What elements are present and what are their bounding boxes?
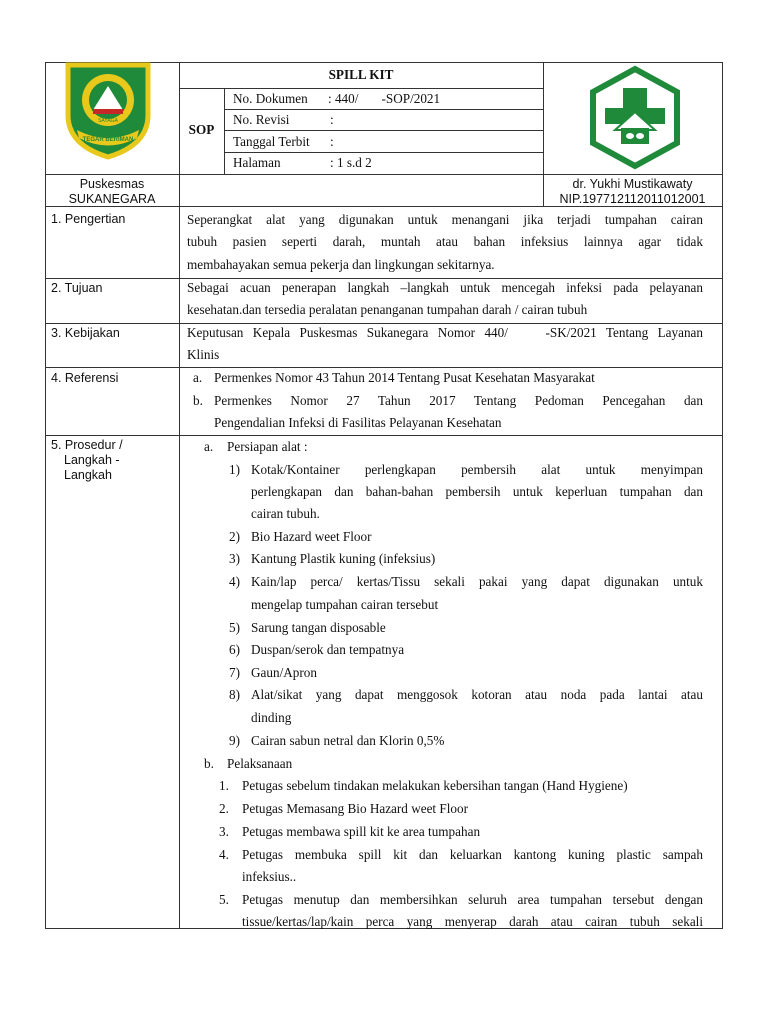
prosedur-label-line-2: Langkah -	[64, 453, 120, 467]
row-line-3	[45, 323, 723, 324]
pelaksanaan-item-2: Petugas Memasang Bio Hazard weet Floor	[242, 801, 468, 816]
title-bottom-line	[179, 88, 543, 89]
persiapan-item-4-line-2: mengelap tumpahan cairan tersebut	[251, 597, 439, 612]
pelaksanaan-marker: b.	[204, 756, 214, 771]
emblem-base	[93, 109, 123, 114]
puskesmas-name	[45, 177, 179, 207]
date-row-line	[224, 152, 543, 153]
referensi-item-b-line-1: Permenkes Nomor 27 Tahun 2017 Tentang Pedoman Pencegahan dan	[214, 393, 703, 408]
doc-no-label: No. Dokumen	[233, 91, 308, 106]
signer-name: dr. Yukhi Mustikawaty	[572, 177, 693, 191]
pelaksanaan-item-5-line-1: Petugas menutup dan membersihkan seluruh area tumpahan tersebut dengan	[242, 892, 703, 907]
pelaksanaan-marker-3: 3.	[219, 824, 229, 839]
pelaksanaan-item-4-line-2: infeksius..	[242, 869, 297, 884]
body-col-divider	[179, 206, 180, 929]
sop-divider	[224, 88, 225, 174]
page-value: : 1 s.d 2	[330, 155, 372, 170]
referensi-item-b-line-2: Pengendalian Infeksi di Fasilitas Pelayanan Kesehatan	[214, 415, 502, 430]
persiapan-item-2: Bio Hazard weet Floor	[251, 529, 372, 544]
pelaksanaan-item-4-line-1: Petugas membuka spill kit dan keluarkan kantong kuning plastic sampah	[242, 847, 703, 862]
persiapan-item-3: Kantung Plastik kuning (infeksius)	[251, 551, 436, 566]
doc-no-value: : 440/ -SOP/2021	[328, 91, 441, 106]
persiapan-item-7: Gaun/Apron	[251, 665, 317, 680]
emblem-motto: TEGAR BERIMAN	[82, 137, 134, 143]
pelaksanaan-item-5-line-2: tissue/kertas/lap/kain perca yang menyerap darah atau cairan tubuh sekali	[242, 914, 703, 929]
kebijakan-line-2: Klinis	[187, 347, 220, 362]
pelaksanaan-item-1: Petugas sebelum tindakan melakukan kebersihan tangan (Hand Hygiene)	[242, 778, 628, 793]
tujuan-line-1: Sebagai acuan penerapan langkah –langkah untuk mencegah infeksi pada pelayanan	[187, 280, 703, 295]
kebijakan-line-1: Keputusan Kepala Puskesmas Sukanegara Nomor 440/ -SK/2021 Tentang Layanan	[187, 325, 703, 340]
persiapan-title: Persiapan alat :	[227, 439, 308, 454]
doc-row-line	[224, 109, 543, 110]
tujuan-line-2: kesehatan.dan tersedia peralatan penanganan tumpahan darah / cairan tubuh	[187, 302, 588, 317]
pelaksanaan-title: Pelaksanaan	[227, 756, 293, 771]
signer-nip: NIP.197712112011012001	[559, 192, 706, 206]
puskesmas-line1: Puskesmas	[79, 177, 145, 191]
persiapan-marker-7: 7)	[229, 665, 240, 680]
logo-eye-left	[626, 133, 634, 139]
persiapan-marker-9: 9)	[229, 733, 240, 748]
pengertian-label: 1. Pengertian	[51, 212, 126, 226]
referensi-marker-b: b.	[193, 393, 203, 408]
persiapan-marker-8: 8)	[229, 687, 240, 702]
row-line-5	[45, 435, 723, 436]
pelaksanaan-marker-1: 1.	[219, 778, 229, 793]
persiapan-item-1-line-3: cairan tubuh.	[251, 506, 320, 521]
persiapan-item-5: Sarung tangan disposable	[251, 620, 386, 635]
persiapan-item-1-line-1: Kotak/Kontainer perlengkapan pembersih alat untuk menyimpan	[251, 462, 703, 477]
issue-date-label: Tanggal Terbit	[233, 134, 310, 149]
puskesmas-logo	[585, 62, 685, 174]
signer-block	[543, 177, 722, 207]
tujuan-label: 2. Tujuan	[51, 281, 103, 295]
persiapan-marker-2: 2)	[229, 529, 240, 544]
revision-label: No. Revisi	[233, 112, 290, 127]
pelaksanaan-item-3: Petugas membawa spill kit ke area tumpahan	[242, 824, 481, 839]
persiapan-marker-3: 3)	[229, 551, 240, 566]
row-line-4	[45, 367, 723, 368]
pengertian-line-1: Seperangkat alat yang digunakan untuk menangani jika terjadi tumpahan cairan	[187, 212, 703, 227]
persiapan-marker-5: 5)	[229, 620, 240, 635]
persiapan-item-8-line-2: dinding	[251, 710, 292, 725]
prosedur-label-line-1: 5. Prosedur /	[51, 438, 123, 452]
persiapan-marker: a.	[204, 439, 214, 454]
persiapan-item-8-line-1: Alat/sikat yang dapat menggosok kotoran atau noda pada lantai atau	[251, 687, 703, 702]
persiapan-marker-1: 1)	[229, 462, 240, 477]
sop-label: SOP	[188, 122, 215, 137]
referensi-label: 4. Referensi	[51, 371, 119, 385]
rev-row-line	[224, 130, 543, 131]
header-mid-line	[45, 174, 723, 175]
pengertian-line-2: tubuh pasien seperti darah, muntah atau bahan infeksius lainnya agar tidak	[187, 234, 703, 249]
pelaksanaan-marker-2: 2.	[219, 801, 229, 816]
persiapan-item-6: Duspan/serok dan tempatnya	[251, 642, 405, 657]
pelaksanaan-marker-5: 5.	[219, 892, 229, 907]
emblem-ring-text: SAYAGA	[98, 118, 118, 124]
puskesmas-line2: SUKANEGARA	[68, 192, 156, 206]
pelaksanaan-marker-4: 4.	[219, 847, 229, 862]
persiapan-marker-4: 4)	[229, 574, 240, 589]
table-border-right	[722, 62, 723, 929]
referensi-item-a: Permenkes Nomor 43 Tahun 2014 Tentang Pusat Kesehatan Masyarakat	[214, 370, 595, 385]
persiapan-item-9: Cairan sabun netral dan Klorin 0,5%	[251, 733, 445, 748]
logo-eye-right	[636, 133, 644, 139]
issue-date-value: :	[330, 134, 334, 149]
persiapan-item-1-line-2: perlengkapan dan bahan-bahan pembersih untuk keperluan tumpahan dan	[251, 484, 703, 499]
pengertian-line-3: membahayakan semua pekerja dan lingkungan sekitarnya.	[187, 257, 495, 272]
document-title: SPILL KIT	[328, 67, 394, 82]
page-label: Halaman	[233, 155, 281, 170]
prosedur-label	[51, 438, 123, 483]
revision-value: :	[330, 112, 334, 127]
row-line-2	[45, 278, 723, 279]
kebijakan-label: 3. Kebijakan	[51, 326, 120, 340]
persiapan-marker-6: 6)	[229, 642, 240, 657]
regency-emblem-logo	[63, 60, 153, 160]
persiapan-item-4-line-1: Kain/lap perca/ kertas/Tissu sekali pakai yang dapat digunakan untuk	[251, 574, 703, 589]
logo-house	[621, 128, 649, 144]
prosedur-label-line-3: Langkah	[64, 468, 112, 482]
referensi-marker-a: a.	[193, 370, 203, 385]
